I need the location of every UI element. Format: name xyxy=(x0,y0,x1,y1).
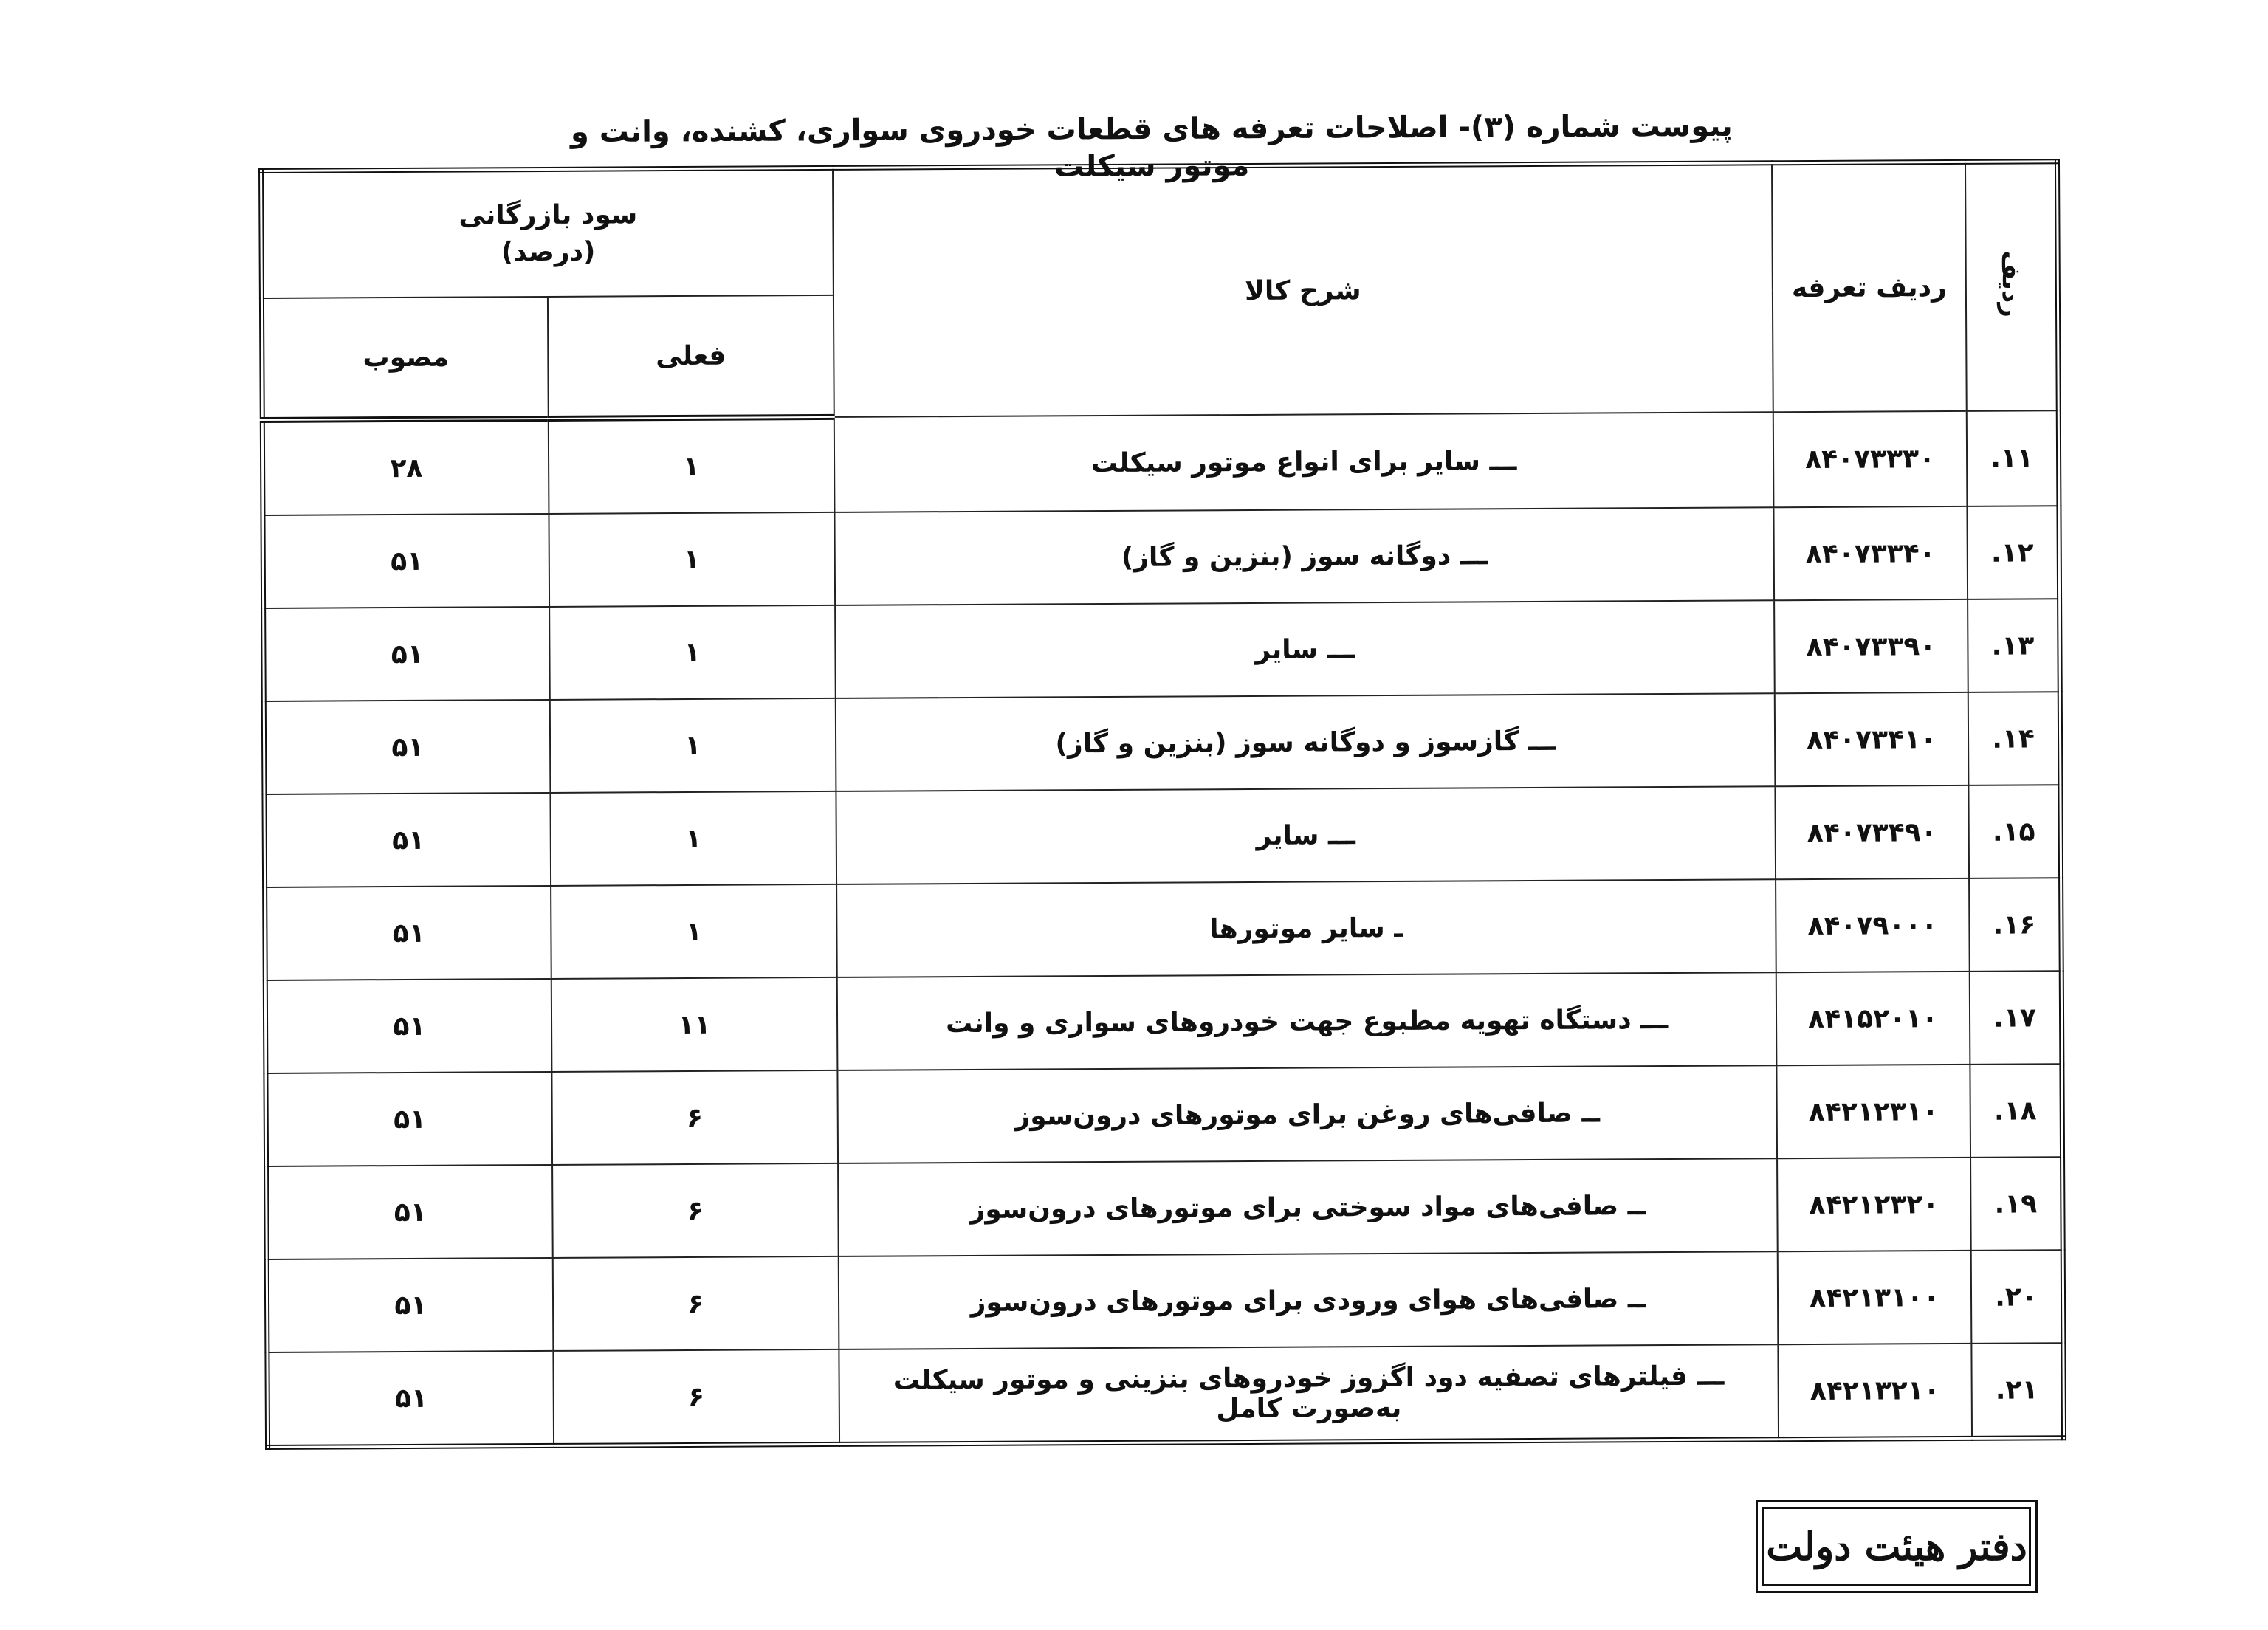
current-profit: ۱ xyxy=(549,605,836,700)
current-profit: ۶ xyxy=(552,1256,839,1351)
tariff-code: ۸۴۱۵۲۰۱۰ xyxy=(1776,972,1970,1065)
current-profit: ۶ xyxy=(553,1349,839,1446)
current-profit: ۱۱ xyxy=(551,977,838,1072)
tariff-code: ۸۴۲۱۳۱۰۰ xyxy=(1778,1251,1972,1344)
header-approved: مصوب xyxy=(261,297,548,420)
header-percent-label: (درصد) xyxy=(501,236,596,268)
cabinet-office-stamp: دفتر هیئت دولت xyxy=(1756,1500,2038,1593)
current-profit: ۱ xyxy=(549,512,835,607)
row-number: ۲۱. xyxy=(1971,1343,2063,1438)
row-number: ۱۱. xyxy=(1967,410,2059,506)
tariff-code: ۸۴۰۷۳۴۱۰ xyxy=(1775,692,1969,786)
header-commercial-profit xyxy=(261,168,834,298)
table-header xyxy=(261,162,2059,420)
approved-profit: ۵۱ xyxy=(265,979,551,1073)
row-number: ۱۲. xyxy=(1967,506,2059,599)
tariff-code: ۸۴۲۱۲۳۲۰ xyxy=(1777,1158,1971,1251)
description: ـــ سایر برای انواع موتور سیکلت xyxy=(834,412,1774,512)
row-number: ۱۸. xyxy=(1970,1064,2062,1158)
current-profit: ۱ xyxy=(549,417,835,514)
table-row xyxy=(267,1343,2064,1447)
row-number: ۱۷. xyxy=(1970,971,2062,1065)
approved-profit: ۵۱ xyxy=(265,886,551,980)
tariff-code: ۸۴۰۷۳۴۹۰ xyxy=(1775,785,1969,879)
tariff-code: ۸۴۲۱۳۲۱۰ xyxy=(1778,1344,1972,1440)
approved-profit: ۲۸ xyxy=(262,419,549,515)
row-number: ۱۶. xyxy=(1969,878,2061,972)
current-profit: ۱ xyxy=(550,791,836,886)
table-row xyxy=(267,1250,2063,1352)
approved-profit: ۵۱ xyxy=(267,1165,553,1259)
row-number: ۱۵. xyxy=(1968,785,2061,878)
current-profit: ۶ xyxy=(552,1163,839,1258)
table-row xyxy=(264,785,2061,887)
table-row xyxy=(263,506,2060,608)
header-description: شرح کالا xyxy=(833,163,1773,417)
tariff-table-container xyxy=(258,159,2066,1450)
description: ــ صافی‌های هوای ورودی برای موتورهای درون‌سوز xyxy=(839,1251,1779,1349)
tariff-code: ۸۴۰۷۳۳۳۰ xyxy=(1773,411,1968,507)
tariff-code: ۸۴۲۱۲۳۱۰ xyxy=(1776,1065,1970,1158)
table-row xyxy=(265,878,2062,980)
table-body xyxy=(262,410,2063,1447)
row-number: ۲۰. xyxy=(1971,1250,2063,1344)
tariff-table xyxy=(258,159,2066,1450)
description: ـ سایر موتورها xyxy=(836,879,1776,977)
row-number: ۱۳. xyxy=(1968,599,2060,692)
table-row xyxy=(264,599,2061,701)
header-tariff-code: ردیف تعرفه xyxy=(1772,162,1967,412)
row-number: ۱۴. xyxy=(1968,692,2061,785)
description: ـــ گازسوز و دوگانه سوز (بنزین و گاز) xyxy=(836,693,1776,791)
approved-profit: ۵۱ xyxy=(264,700,550,794)
approved-profit: ۵۱ xyxy=(266,1072,552,1166)
description: ـــ فیلترهای تصفیه دود اگزوز خودروهای بنزینی و موتور سیکلت به‌صورت کامل xyxy=(839,1344,1779,1444)
description: ــ صافی‌های مواد سوختی برای موتورهای درون‌سوز xyxy=(838,1158,1778,1256)
page-title: پیوست شماره (۳)- اصلاحات تعرفه های قطعات خودروی سواری، کشنده، وانت و موتور سیکلت xyxy=(570,109,1733,184)
header-current: فعلی xyxy=(548,295,834,419)
approved-profit: ۵۱ xyxy=(264,607,550,701)
table-row xyxy=(266,1064,2063,1166)
description: ـــ سایر xyxy=(836,786,1776,884)
current-profit: ۱ xyxy=(551,884,837,979)
description: ـــ دستگاه تهویه مطبوع جهت خودروهای سواری و وانت xyxy=(837,972,1777,1070)
tariff-code: ۸۴۰۷۹۰۰۰ xyxy=(1776,878,1970,972)
description: ــ صافی‌های روغن برای موتورهای درون‌سوز xyxy=(837,1065,1777,1163)
row-number: ۱۹. xyxy=(1970,1157,2063,1251)
approved-profit: ۵۱ xyxy=(264,793,551,887)
header-row-number: ردیف xyxy=(1965,162,2058,411)
current-profit: ۶ xyxy=(551,1070,838,1165)
table-row xyxy=(267,1157,2063,1259)
table-row xyxy=(262,410,2059,515)
approved-profit: ۵۱ xyxy=(267,1258,553,1352)
approved-profit: ۵۱ xyxy=(267,1351,554,1448)
tariff-code: ۸۴۰۷۳۳۴۰ xyxy=(1773,506,1968,600)
header-commercial-profit-label: سود بازرگانی xyxy=(458,199,638,231)
table-row xyxy=(264,692,2061,794)
table-row xyxy=(265,971,2062,1073)
tariff-code: ۸۴۰۷۳۳۹۰ xyxy=(1774,599,1968,693)
current-profit: ۱ xyxy=(550,698,836,793)
approved-profit: ۵۱ xyxy=(263,514,549,608)
description: ـــ سایر xyxy=(835,600,1775,698)
description: ـــ دوگانه سوز (بنزین و گاز) xyxy=(834,507,1774,605)
